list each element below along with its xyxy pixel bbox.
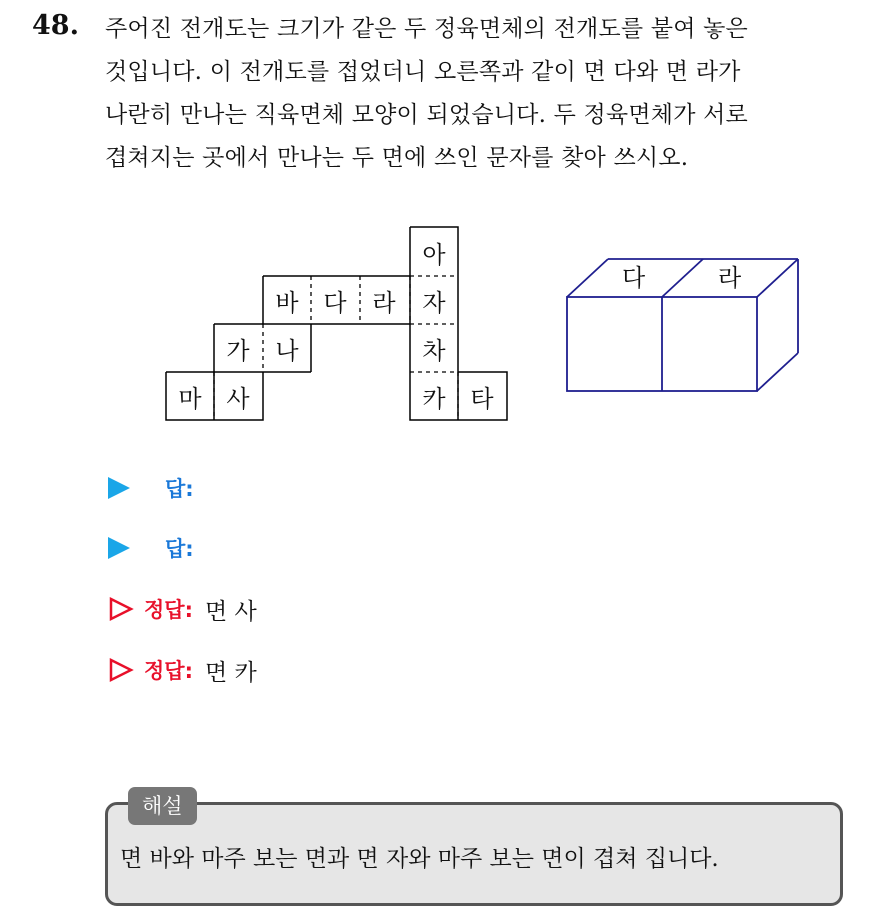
net-face-ja: 자 [422, 288, 446, 317]
net-face-ga: 가 [226, 336, 250, 365]
prism-top-left-label: 다 [622, 264, 646, 292]
correct-answer-row [108, 650, 257, 690]
net-face-da: 다 [323, 288, 347, 317]
correct-answer-label: 정답: [144, 659, 193, 683]
play-arrow-icon [108, 537, 130, 559]
net-face-ka: 카 [422, 384, 446, 413]
explanation-tag: 해설 [128, 787, 197, 825]
correct-answer-label: 정답: [144, 598, 193, 622]
outline-triangle-icon [108, 657, 134, 683]
net-face-na: 나 [275, 336, 299, 365]
question-line: 겹쳐지는 곳에서 만나는 두 면에 쓰인 문자를 찾아 쓰시오. [105, 145, 689, 171]
play-arrow-icon [108, 477, 130, 499]
question-line: 나란히 만나는 직육면체 모양이 되었습니다. 두 정육면체가 서로 [105, 102, 748, 128]
outline-triangle-icon [108, 596, 134, 622]
correct-answer-value: 면 카 [204, 659, 257, 686]
answer-row [108, 468, 206, 508]
net-face-sa: 사 [226, 384, 250, 413]
answer-row [108, 528, 206, 568]
answer-label: 답: [165, 537, 194, 561]
net-face-cha: 차 [422, 336, 446, 365]
net-face-a: 아 [422, 240, 446, 269]
net-face-ta: 타 [470, 384, 494, 413]
net-face-ba: 바 [275, 288, 299, 317]
net-face-ra: 라 [372, 288, 396, 317]
correct-answer-value: 면 사 [204, 598, 257, 625]
question-line: 것입니다. 이 전개도를 접었더니 오른쪽과 같이 면 다와 면 라가 [105, 59, 741, 85]
prism-top-right-label: 라 [718, 264, 742, 292]
explanation-text: 면 바와 마주 보는 면과 면 자와 마주 보는 면이 겹쳐 집니다. [120, 846, 719, 872]
question-line: 주어진 전개도는 크기가 같은 두 정육면체의 전개도를 붙여 놓은 [105, 16, 748, 42]
question-number: 48. [32, 10, 79, 41]
correct-answer-row [108, 589, 257, 629]
answer-label: 답: [165, 477, 194, 501]
net-face-ma: 마 [178, 384, 202, 413]
